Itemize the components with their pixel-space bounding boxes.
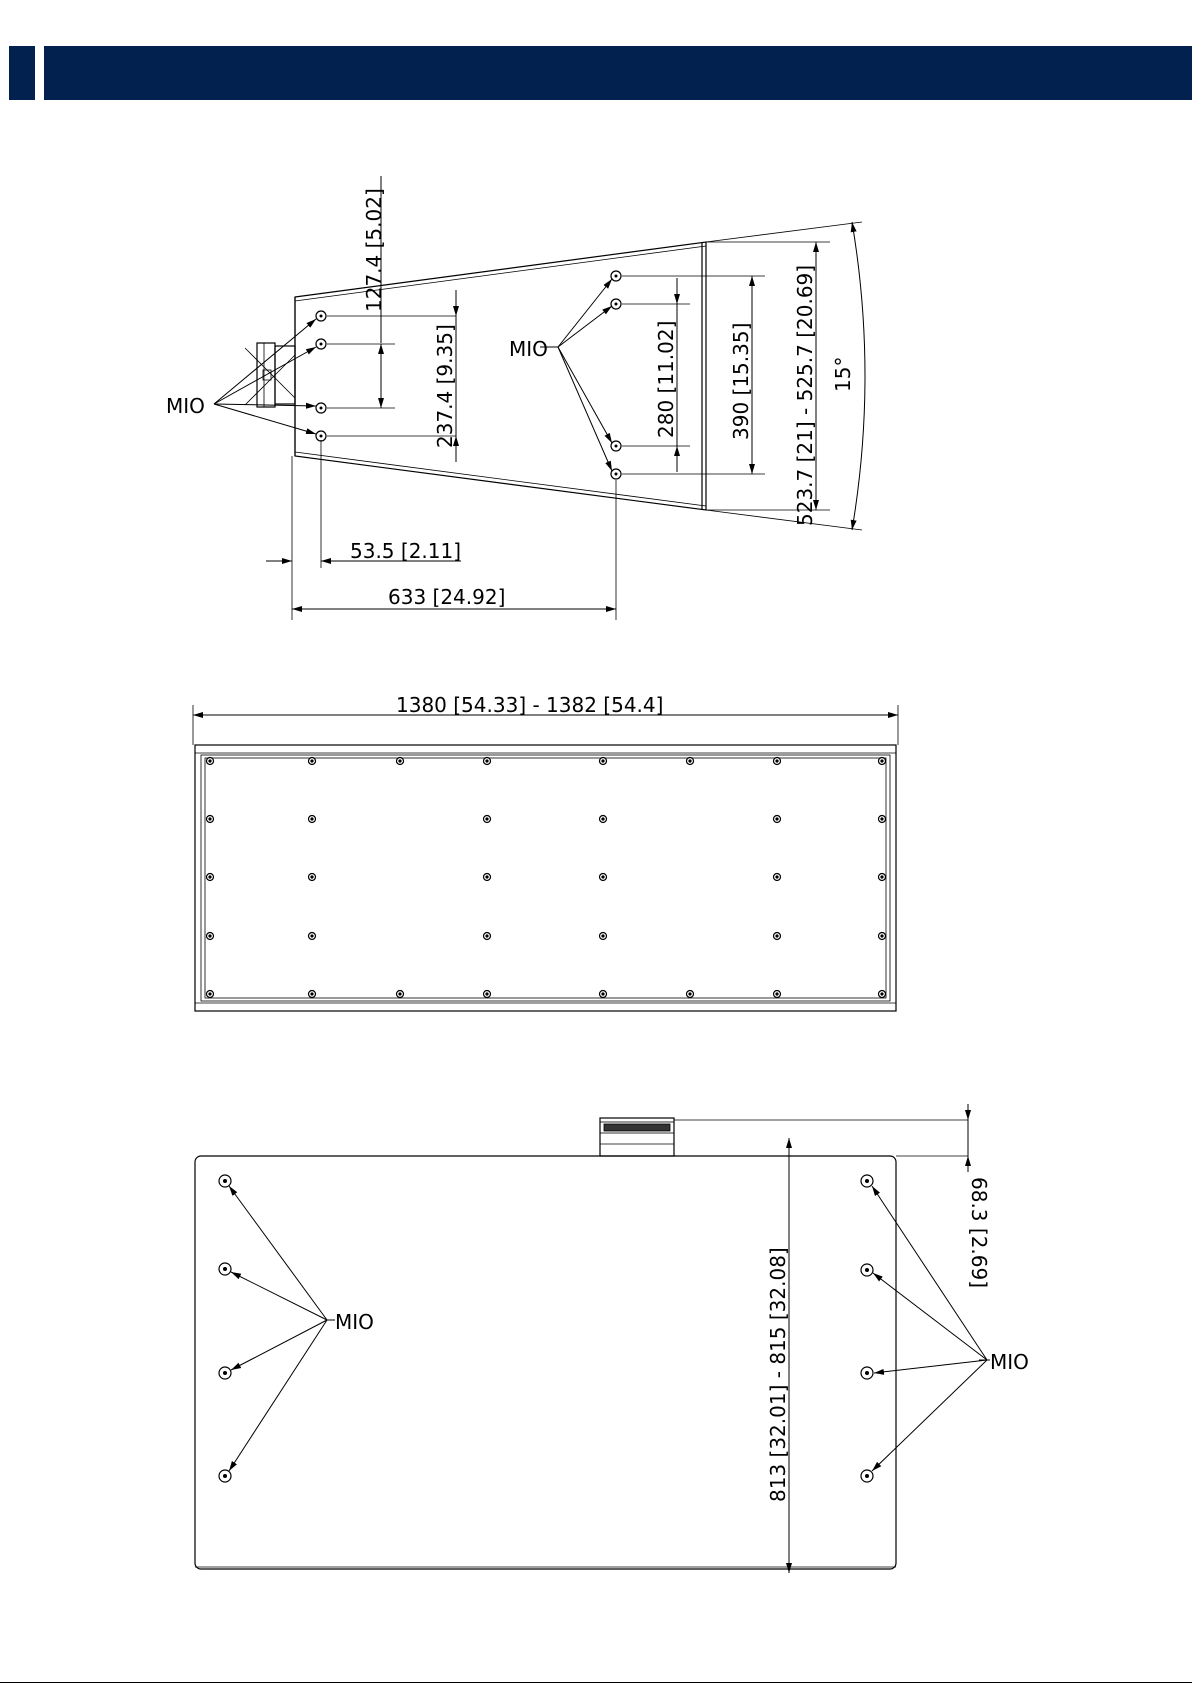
front-hole-center xyxy=(688,759,691,762)
top-view xyxy=(166,176,865,620)
front-hole-center xyxy=(310,759,313,762)
front-hole-center xyxy=(601,934,604,937)
callout-mio-top-left: MIO xyxy=(166,394,205,418)
dim-side-height: 813 [32.01] - 815 [32.08] xyxy=(766,1247,790,1502)
callout-mio-top-mid: MIO xyxy=(509,337,548,361)
front-hole-center xyxy=(208,817,211,820)
front-hole-center xyxy=(880,934,883,937)
front-hole-center xyxy=(208,934,211,937)
front-hole-center xyxy=(208,992,211,995)
callout-mio-side-left: MIO xyxy=(335,1310,374,1334)
front-hole-center xyxy=(485,759,488,762)
front-hole-center xyxy=(310,875,313,878)
front-hole-center xyxy=(485,817,488,820)
dim-633: 633 [24.92] xyxy=(388,585,506,609)
front-hole-center xyxy=(775,817,778,820)
front-hole-center xyxy=(601,817,604,820)
front-view xyxy=(193,693,898,1011)
front-hole-center xyxy=(485,875,488,878)
front-hole-center xyxy=(398,992,401,995)
front-hole-grid xyxy=(207,758,886,998)
front-hole-center xyxy=(485,934,488,937)
front-hole-center xyxy=(310,992,313,995)
callout-mio-side-right: MIO xyxy=(990,1350,1029,1374)
front-hole-center xyxy=(398,759,401,762)
angle-15: 15° xyxy=(831,356,855,392)
front-hole-center xyxy=(880,875,883,878)
side-view xyxy=(195,1104,1029,1573)
front-hole-center xyxy=(601,759,604,762)
dim-237: 237.4 [9.35] xyxy=(433,324,457,448)
front-hole-center xyxy=(880,759,883,762)
front-hole-center xyxy=(688,992,691,995)
dim-front-width: 1380 [54.33] - 1382 [54.4] xyxy=(396,693,664,717)
dim-523: 523.7 [21] - 525.7 [20.69] xyxy=(793,264,817,526)
dim-127: 127.4 [5.02] xyxy=(362,188,386,312)
footer-rule xyxy=(0,1682,1192,1683)
front-hole-center xyxy=(485,992,488,995)
dim-280: 280 [11.02] xyxy=(654,320,678,438)
front-hole-center xyxy=(775,934,778,937)
dim-390: 390 [15.35] xyxy=(729,322,753,440)
front-hole-center xyxy=(601,875,604,878)
front-hole-center xyxy=(775,759,778,762)
side-panel-outline xyxy=(195,1156,896,1569)
front-hole-center xyxy=(310,817,313,820)
top-view-outline xyxy=(295,242,706,510)
front-hole-center xyxy=(775,992,778,995)
front-hole-center xyxy=(310,934,313,937)
front-hole-center xyxy=(208,759,211,762)
front-hole-center xyxy=(880,992,883,995)
front-hole-center xyxy=(880,817,883,820)
front-panel-outline xyxy=(195,745,896,1011)
dim-53: 53.5 [2.11] xyxy=(350,539,462,563)
front-hole-center xyxy=(208,875,211,878)
dim-68: 68.3 [2.69] xyxy=(967,1177,991,1289)
front-hole-center xyxy=(775,875,778,878)
front-hole-center xyxy=(601,992,604,995)
